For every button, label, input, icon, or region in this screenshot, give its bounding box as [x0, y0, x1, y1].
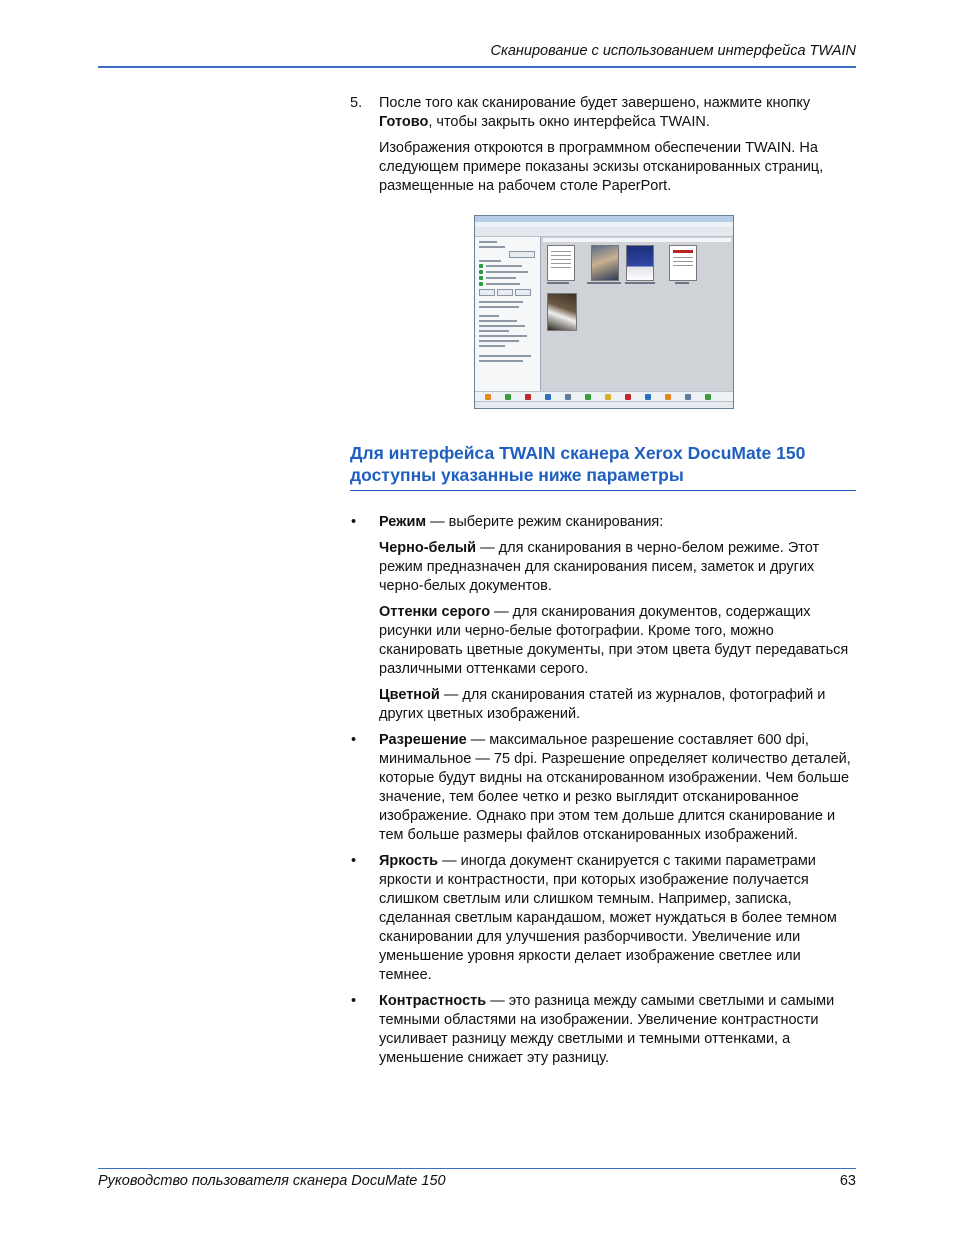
bullet-marker: •	[351, 853, 357, 869]
thumbnail-document	[547, 245, 575, 281]
thumbnail-photo-2	[547, 293, 577, 331]
header-rule	[98, 66, 856, 68]
bullet-contrast: • Контрастность — это разница между самыми светлыми и самыми темными областями на изображении. Увеличение контрастности усиливает разницу между светлыми и темными оттенками, а уменьшение снижает эту разницу.	[351, 993, 835, 1066]
bullet-marker: •	[351, 993, 357, 1009]
done-button-name: Готово	[379, 114, 429, 130]
section-heading-rule	[350, 490, 856, 491]
figure-toolbar	[475, 227, 733, 237]
step-5-paragraph-2: Изображения откроются в программном обеспечении TWAIN. На следующем примере показаны эскизы отсканированных страниц, размещенные на рабочем столе PaperPort.	[379, 140, 824, 194]
bullet-brightness: • Яркость — иногда документ сканируется с такими параметрами яркости и контрастности, при которых изображение получается слишком светлым или слишком темным. Например, записка, сделанная светлым карандашом, может нуждаться в более темном сканировании для улучшения разборчивости. Увеличение или уменьшение уровня яркости делает изображение светлее или темнее.	[351, 853, 837, 983]
figure-workspace	[541, 237, 733, 392]
step-number: 5.	[350, 95, 363, 111]
bullet-marker: •	[351, 514, 357, 530]
footer-rule	[98, 1168, 856, 1169]
mode-bw: Черно-белый — для сканирования в черно-белом режиме. Этот режим предназначен для сканирования писем, заметок и других черно-белых документов.	[379, 540, 820, 594]
bullet-mode: • Режим — выберите режим сканирования: Черно-белый — для сканирования в черно-белом режиме. Этот режим предназначен для сканирования писем, заметок и других черно-белых документов. Оттенки серого — для сканирования документов, содержащих рисунки или черно-белые фотографии. Кроме того, можно сканировать цветные документы, при этом цвета будут передаваться различными оттенками серого. Цветной — для сканирования статей из журналов, фотографий и других цветных изображений.	[350, 513, 856, 724]
thumbnail-paperport-page	[669, 245, 697, 281]
step-5-text: После того как сканирование будет завершено, нажмите кнопку Готово, чтобы закрыть окно интерфейса TWAIN.	[379, 95, 811, 130]
footer-title: Руководство пользователя сканера DocuMate 150	[98, 1173, 446, 1189]
bullet-marker: •	[351, 732, 357, 748]
mode-gray: Оттенки серого — для сканирования документов, содержащих рисунки или черно-белые фотографии. Кроме того, можно сканировать цветные документы, при этом цвета будут передаваться различными оттенками серого.	[379, 604, 849, 677]
thumbnail-brochure	[626, 245, 654, 281]
thumbnail-photo	[591, 245, 619, 281]
running-header: Сканирование с использованием интерфейса TWAIN	[490, 43, 856, 59]
page-number: 63	[839, 1173, 856, 1189]
step-5	[350, 94, 856, 196]
figure-sidebar	[475, 237, 541, 392]
bullet-resolution: • Разрешение — максимальное разрешение составляет 600 dpi, минимальное — 75 dpi. Разрешение определяет количество деталей, которые будут видны на отсканированном изображении. Чем больше значение, тем более четко и резко выглядит отсканированное изображение. Однако при этом тем дольше длится сканирование и тем больше размеры файлов отсканированных изображений.	[351, 732, 851, 843]
mode-color: Цветной — для сканирования статей из журналов, фотографий и других цветных изображений.	[379, 687, 826, 722]
main-content	[350, 94, 856, 1075]
section-heading: Для интерфейса TWAIN сканера Xerox DocuMate 150 доступны указанные ниже параметры	[350, 443, 806, 485]
figure-statusbar	[475, 401, 733, 408]
paperport-screenshot	[474, 215, 734, 409]
